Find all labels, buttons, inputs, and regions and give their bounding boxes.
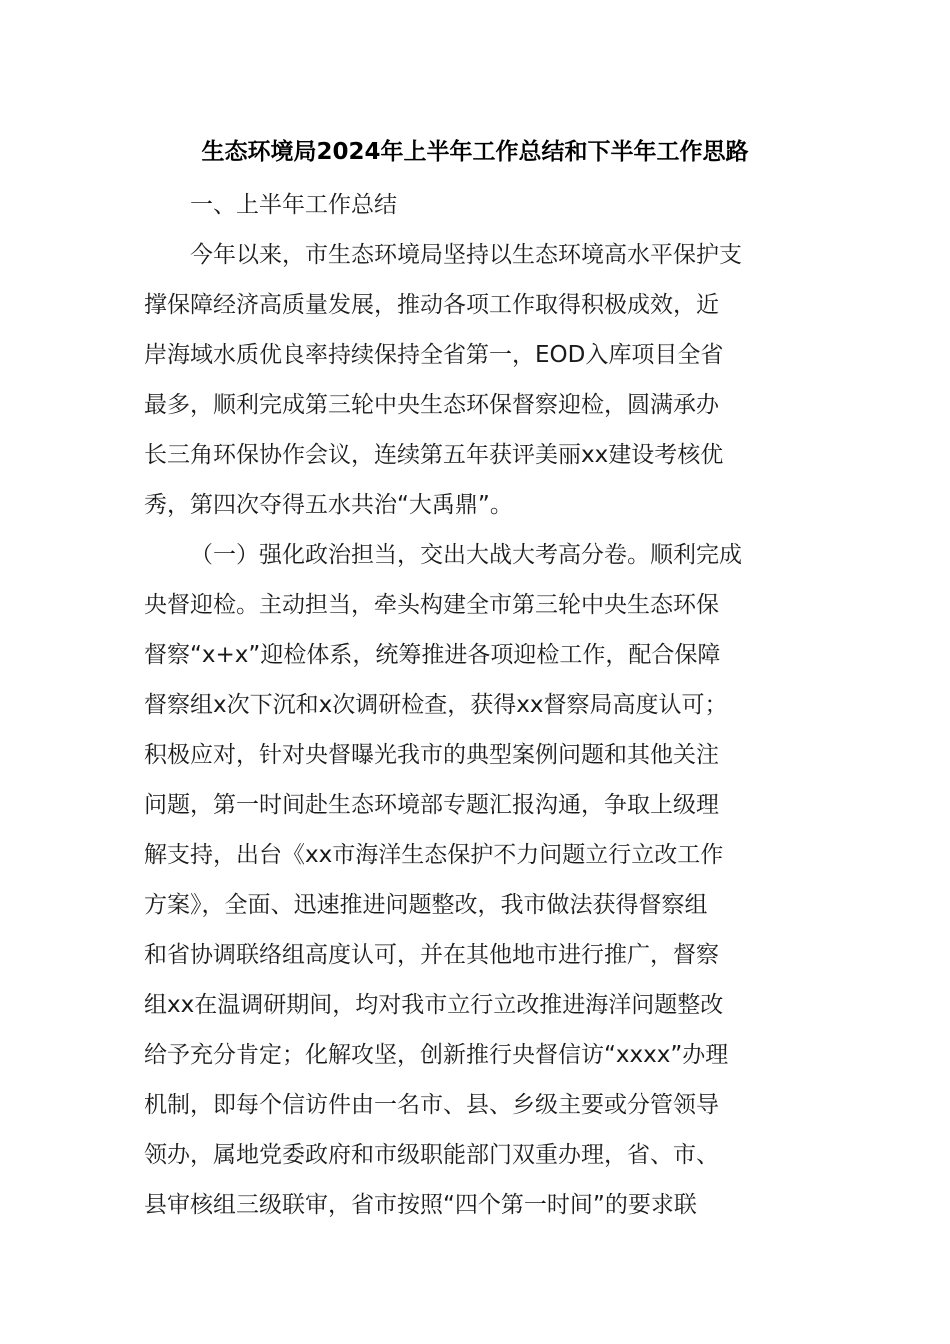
text-line: （一）强化政治担当，交出大战大考高分卷。顺利完成: [190, 542, 742, 568]
text-line: 秀，第四次夺得五水共治“大禹鼎”。: [144, 492, 513, 518]
text-line: 督察组x次下沉和x次调研检查，获得xx督察局高度认可；: [144, 692, 728, 718]
text-line: 方案》，全面、迅速推进问题整改，我市做法获得督察组: [144, 892, 708, 918]
text-line: 机制，即每个信访件由一名市、县、乡级主要或分管领导: [144, 1092, 719, 1118]
text-line: 和省协调联络组高度认可，并在其他地市进行推广，督察: [144, 942, 719, 968]
text-line: 长三角环保协作会议，连续第五年获评美丽xx建设考核优: [144, 442, 724, 468]
text-line: 一、上半年工作总结: [190, 192, 397, 218]
text-line: 问题，第一时间赴生态环境部专题汇报沟通，争取上级理: [144, 792, 719, 818]
text-line: 督察“x+x”迎检体系，统筹推进各项迎检工作，配合保障: [144, 642, 721, 668]
text-line: 今年以来，市生态环境局坚持以生态环境高水平保护支: [190, 242, 742, 268]
text-line: 领办，属地党委政府和市级职能部门双重办理，省、市、: [144, 1142, 719, 1168]
text-line: 最多，顺利完成第三轮中央生态环保督察迎检，圆满承办: [144, 392, 719, 418]
text-line: 给予充分肯定；化解攻坚，创新推行央督信访“xxxx”办理: [144, 1042, 729, 1068]
document-title: 生态环境局2024年上半年工作总结和下半年工作思路: [201, 139, 749, 165]
text-line: 积极应对，针对央督曝光我市的典型案例问题和其他关注: [144, 742, 719, 768]
text-line: 县审核组三级联审，省市按照“四个第一时间”的要求联: [144, 1192, 697, 1218]
text-line: 撑保障经济高质量发展，推动各项工作取得积极成效，近: [144, 292, 719, 318]
document-body: [144, 180, 820, 1230]
text-line: 组xx在温调研期间，均对我市立行立改推进海洋问题整改: [144, 992, 724, 1018]
text-line: 央督迎检。主动担当，牵头构建全市第三轮中央生态环保: [144, 592, 719, 618]
text-line: 解支持，出台《xx市海洋生态保护不力问题立行立改工作: [144, 842, 724, 868]
text-line: 岸海域水质优良率持续保持全省第一，EOD入库项目全省: [144, 342, 724, 368]
